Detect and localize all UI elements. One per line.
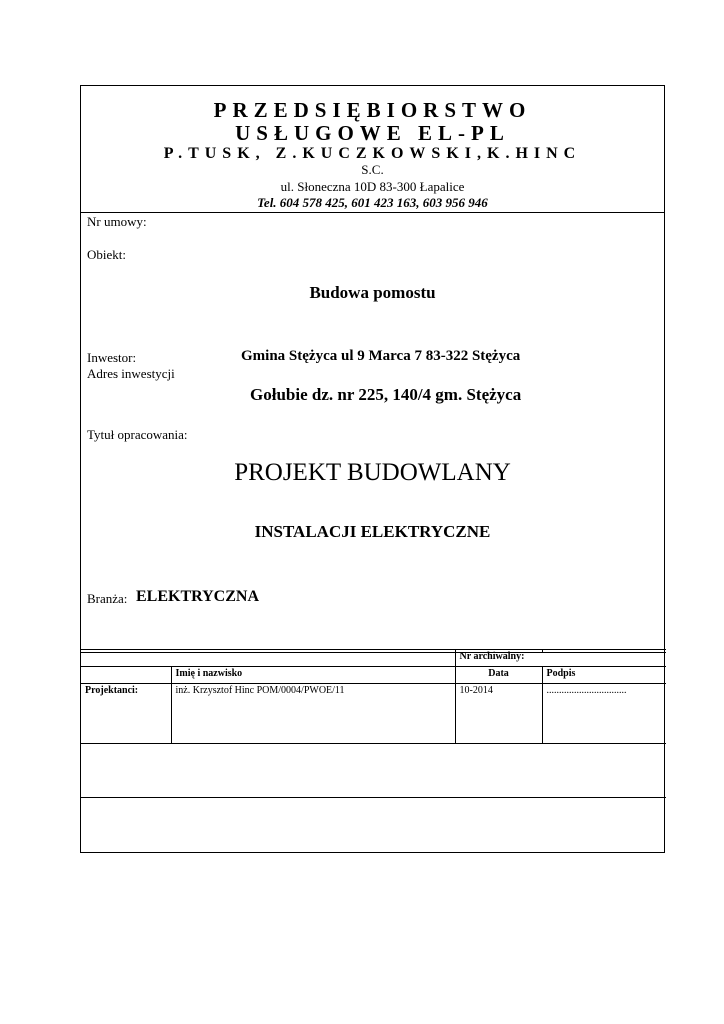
col-header-date: Data	[455, 667, 542, 684]
projektanci-label: Projektanci:	[81, 684, 171, 744]
obiekt-label: Obiekt:	[87, 247, 126, 262]
table-row	[81, 667, 666, 684]
company-name-line2: USŁUGOWE EL-PL	[235, 121, 510, 145]
obiekt-value: Budowa pomostu	[309, 283, 436, 302]
inwestor-value: Gmina Stężyca ul 9 Marca 7 83-322 Stężyca	[241, 348, 521, 364]
designer-name: inż. Krzysztof Hinc POM/0004/PWOE/11	[171, 684, 455, 744]
col-header-sign: Podpis	[542, 667, 666, 684]
tytul-label: Tytuł opracowania:	[87, 427, 188, 442]
table-row	[81, 650, 666, 667]
company-phone: Tel. 604 578 425, 601 423 163, 603 956 946	[257, 195, 488, 210]
table-row	[81, 744, 666, 798]
title-page-frame	[80, 85, 665, 853]
branza-label: Branża:	[87, 591, 128, 606]
col-header-name: Imię i nazwisko	[171, 667, 455, 684]
adres-value: Gołubie dz. nr 225, 140/4 gm. Stężyca	[250, 385, 522, 404]
document-title: PROJEKT BUDOWLANY	[234, 459, 511, 486]
company-header	[81, 86, 664, 213]
company-address: ul. Słoneczna 10D 83-300 Łapalice	[280, 179, 465, 194]
document-subtitle: INSTALACJI ELEKTRYCZNE	[254, 522, 491, 541]
table-row	[81, 798, 666, 852]
company-owners: P.TUSK, Z.KUCZKOWSKI,K.HINC	[163, 145, 582, 162]
branza-value: ELEKTRYCZNA	[136, 588, 260, 605]
nr-archiwalny-label: Nr archiwalny:	[455, 650, 666, 667]
designer-date: 10-2014	[455, 684, 542, 744]
company-form: S.C.	[361, 162, 384, 177]
company-name-line1: PRZEDSIĘBIORSTWO	[213, 98, 532, 122]
inwestor-label: Inwestor:	[87, 350, 137, 365]
signature-placeholder: ................................	[542, 684, 666, 744]
table-row	[81, 684, 666, 744]
adres-label: Adres inwestycji	[87, 366, 175, 381]
signatures-grid	[81, 649, 666, 851]
nr-umowy-label: Nr umowy:	[87, 214, 147, 229]
